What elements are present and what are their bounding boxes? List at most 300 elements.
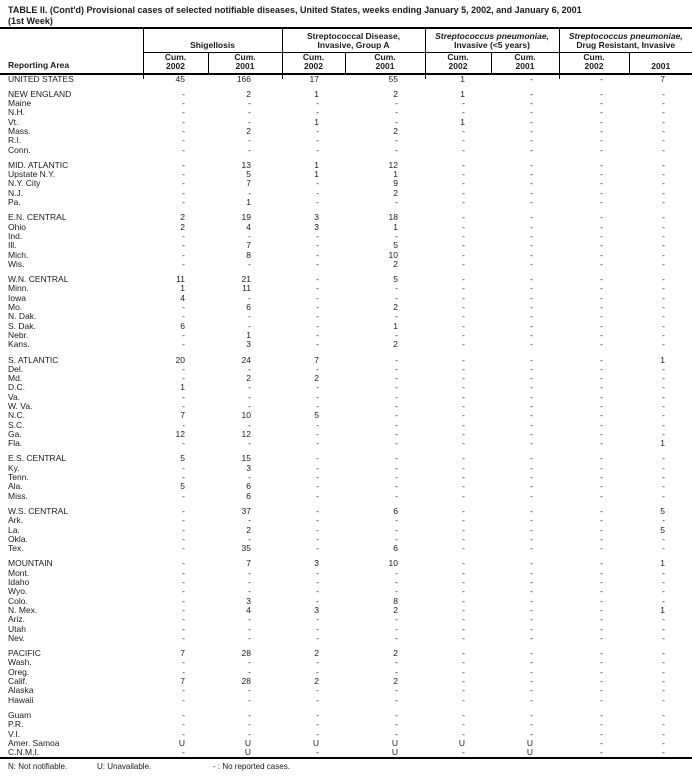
value-cell: - [316,709,319,720]
value-cell: 1 [246,329,251,340]
value-cell: - [395,98,399,109]
table-row [0,303,692,312]
value-cell: - [530,558,534,569]
value-cell: - [600,98,604,109]
value-cell: - [182,462,185,473]
column-header: Cum. 2001 [208,52,282,74]
reporting-area-cell: Mass. [8,125,31,136]
value-cell: - [395,197,399,208]
value-cell: - [248,728,251,739]
value-cell: - [462,401,466,411]
value-cell: - [530,567,534,578]
value-cell: - [248,623,251,634]
value-cell: - [530,676,534,687]
value-cell: - [600,490,604,501]
value-cell: - [662,382,666,393]
value-cell: - [462,728,466,739]
value-cell: - [600,676,604,687]
value-cell: 2 [246,373,251,384]
group-header-strep-pneumoniae-invasive: Streptococcus pneumoniae, Invasive (<5 years) [425,28,559,52]
value-cell: 1 [393,169,399,180]
value-cell: - [530,401,534,411]
value-cell: - [530,472,534,483]
reporting-area-cell: S. Dak. [8,320,36,331]
reporting-area-cell: Upstate N.Y. [8,169,56,180]
value-cell: - [530,274,534,285]
value-cell: - [316,505,319,516]
value-cell: - [530,543,534,554]
table-row [0,730,692,739]
value-cell: - [462,373,466,384]
value-cell: - [600,240,604,251]
value-cell: - [600,685,604,696]
value-cell: - [316,339,319,350]
table-row [0,374,692,383]
value-cell: 28 [241,648,251,659]
table-row [0,696,692,705]
value-cell: - [662,98,666,109]
value-cell: - [462,505,466,516]
value-cell: - [600,363,604,374]
reporting-area-cell: S. ATLANTIC [8,354,59,365]
value-cell: - [600,666,604,677]
value-cell: U [244,737,251,748]
value-cell: - [530,685,534,696]
value-cell: - [395,116,399,127]
value-cell: 55 [388,73,399,84]
reporting-area-cell: PACIFIC [8,648,41,659]
column-group-header-row [0,28,692,52]
value-cell: - [600,292,604,303]
value-cell: 13 [241,159,251,170]
value-cell: - [395,419,399,430]
value-cell: - [316,187,319,198]
value-cell: - [248,144,251,155]
value-cell: - [316,623,319,634]
value-cell: - [662,632,666,643]
reporting-area-cell: Amer. Samoa [8,737,60,748]
value-cell: - [182,747,185,758]
value-cell: - [662,595,666,606]
value-cell: - [462,586,466,597]
value-cell: - [600,632,604,643]
group-header-strep-disease-group-a: Streptococcal Disease, Invasive, Group A [282,28,425,52]
value-cell: - [182,197,185,208]
value-cell: 2 [246,125,251,136]
value-cell: - [462,212,466,223]
value-cell: - [662,737,666,748]
value-cell: - [316,107,319,118]
value-cell: - [662,676,666,687]
reporting-area-cell: P.R. [8,719,24,730]
footnote-unavailable: U: Unavailable. [97,762,152,772]
value-cell: - [462,274,466,285]
value-cell: - [248,258,251,269]
table-row [0,90,692,99]
value-cell: - [662,728,666,739]
value-cell: - [600,339,604,350]
value-cell: - [316,382,319,393]
reporting-area-cell: Vt. [8,116,19,127]
value-cell: - [462,339,466,350]
value-cell: - [182,543,185,554]
value-cell: - [600,586,604,597]
value-cell: 4 [246,604,251,615]
value-cell: 2 [393,302,399,313]
reporting-area-cell: N.H. [8,107,25,118]
value-cell: - [248,472,251,483]
value-cell: - [395,685,399,696]
value-cell: - [462,453,466,464]
value-cell: - [316,363,319,374]
value-cell: - [530,428,534,439]
column-boundary-tick [425,75,426,79]
value-cell: - [395,614,399,625]
footnote-row [0,758,692,772]
table-subtitle: (1st Week) [8,15,53,26]
value-cell: - [530,533,534,544]
reporting-area-cell: Nev. [8,632,25,643]
value-cell: - [600,88,604,99]
value-cell: - [662,169,666,180]
value-cell: - [248,567,251,578]
value-cell: 2 [393,648,399,659]
value-cell: - [662,363,666,374]
value-cell: 2 [393,676,399,687]
value-cell: - [662,258,666,269]
value-cell: - [316,240,319,251]
value-cell: 6 [393,543,399,554]
value-cell: - [662,197,666,208]
value-cell: - [316,302,319,313]
value-cell: - [316,685,319,696]
reporting-area-cell: Maine [8,98,32,109]
value-cell: - [600,274,604,285]
value-cell: - [182,505,185,516]
reporting-area-cell: W.S. CENTRAL [8,505,68,516]
value-cell: - [316,292,319,303]
value-cell: - [600,533,604,544]
value-cell: - [600,614,604,625]
value-cell: - [530,221,534,232]
value-cell: 12 [241,428,251,439]
reporting-area-cell: Pa. [8,197,21,208]
value-cell: - [248,382,251,393]
table-row [0,411,692,420]
value-cell: - [182,240,185,251]
value-cell: 5 [180,453,185,464]
table-row [0,677,692,686]
value-cell: - [395,410,399,421]
value-cell: - [530,125,534,136]
value-cell: - [600,472,604,483]
value-cell: - [662,339,666,350]
value-cell: - [462,320,466,331]
table-row [0,430,692,439]
value-cell: 20 [175,354,185,365]
value-cell: - [316,258,319,269]
value-cell: - [395,230,399,241]
value-cell: - [662,586,666,597]
value-cell: - [662,212,666,223]
value-cell: 1 [460,116,466,127]
value-cell: - [530,107,534,118]
value-cell: - [530,116,534,127]
value-cell: 5 [660,505,666,516]
table-row [0,260,692,269]
column-header: Cum. 2002 [143,52,208,74]
table-title-text: TABLE II. (Cont'd) Provisional cases of selected notifiable diseases, United States, weeks ending January 5, 2002, and January 6, 2001 [8,5,582,15]
value-cell: - [462,197,466,208]
value-cell: - [182,107,185,118]
value-cell: - [182,524,185,535]
value-cell: - [530,614,534,625]
value-cell: - [395,292,399,303]
value-cell: - [662,88,666,99]
reporting-area-cell: Miss. [8,490,28,501]
column-boundary-tick [559,75,560,79]
reporting-area-cell: Minn. [8,283,29,294]
table-row [0,383,692,392]
value-cell: - [248,230,251,241]
value-cell: - [316,524,319,535]
value-cell: - [462,159,466,170]
value-cell: - [395,657,399,668]
value-cell: - [662,515,666,526]
value-cell: - [662,666,666,677]
disease-table [0,27,692,772]
value-cell: 7 [246,240,251,251]
table-row [0,649,692,658]
value-cell: - [248,614,251,625]
value-cell: - [662,187,666,198]
value-cell: - [600,187,604,198]
value-cell: 2 [393,88,399,99]
value-cell: - [182,604,185,615]
value-cell: - [662,311,666,322]
value-cell: - [462,490,466,501]
value-cell: - [462,666,466,677]
value-cell: - [248,98,251,109]
reporting-area-cell: Colo. [8,595,28,606]
value-cell: - [662,274,666,285]
value-cell: - [462,676,466,687]
value-cell: - [248,401,251,411]
value-cell: - [395,135,399,146]
value-cell: 1 [314,169,319,180]
value-cell: - [462,623,466,634]
table-row [0,223,692,232]
value-cell: - [395,533,399,544]
value-cell: 1 [393,221,399,232]
value-cell: - [395,632,399,643]
value-cell: - [395,373,399,384]
value-cell: - [530,373,534,384]
reporting-area-cell: Md. [8,373,23,384]
value-cell: - [182,135,185,146]
value-cell: - [530,197,534,208]
value-cell: 2 [393,339,399,350]
value-cell: - [662,747,666,758]
value-cell: - [600,694,604,705]
value-cell: - [462,614,466,625]
table-row [0,516,692,525]
value-cell: 37 [241,505,251,516]
value-cell: - [248,187,251,198]
value-cell: - [662,623,666,634]
value-cell: - [662,240,666,251]
table-row [0,294,692,303]
value-cell: - [600,329,604,340]
value-cell: - [182,595,185,606]
reporting-area-cell: Conn. [8,144,31,155]
value-cell: - [600,373,604,384]
table-row [0,439,692,448]
value-cell: - [462,292,466,303]
value-cell: - [600,737,604,748]
table-row [0,170,692,179]
reporting-area-cell: Calif. [8,676,28,687]
value-cell: - [530,481,534,492]
value-cell: - [395,709,399,720]
value-cell: - [662,567,666,578]
value-cell: - [530,694,534,705]
value-cell: - [182,567,185,578]
table-row [0,198,692,207]
value-cell: 3 [314,212,319,223]
column-header: Cum. 2002 [282,52,345,74]
value-cell: - [600,230,604,241]
value-cell: - [182,490,185,501]
value-cell: - [316,472,319,483]
value-cell: - [662,329,666,340]
value-cell: - [600,657,604,668]
value-cell: - [600,320,604,331]
value-cell: - [248,391,251,402]
value-cell: - [182,116,185,127]
value-cell: - [662,614,666,625]
value-cell: - [462,648,466,659]
value-cell: 1 [393,320,399,331]
reporting-area-cell: N. Dak. [8,311,37,322]
value-cell: 8 [393,595,399,606]
value-cell: - [395,107,399,118]
value-cell: - [530,249,534,260]
value-cell: 6 [246,481,251,492]
value-cell: - [316,311,319,322]
value-cell: - [182,98,185,109]
value-cell: - [395,490,399,501]
value-cell: - [600,311,604,322]
table-row [0,108,692,117]
value-cell: U [458,737,466,748]
value-cell: - [316,666,319,677]
value-cell: - [530,728,534,739]
value-cell: - [462,230,466,241]
value-cell: - [530,524,534,535]
value-cell: - [530,212,534,223]
value-cell: - [182,258,185,269]
table-row [0,365,692,374]
value-cell: - [395,438,399,449]
group-header-shigellosis: Shigellosis [143,28,282,52]
value-cell: - [662,320,666,331]
value-cell: 35 [241,543,251,554]
value-cell: 45 [175,73,185,84]
value-cell: 1 [314,116,319,127]
table-row [0,421,692,430]
value-cell: - [530,604,534,615]
value-cell: 18 [388,212,399,223]
value-cell: - [530,258,534,269]
reporting-area-cell: E.N. CENTRAL [8,212,67,223]
value-cell: - [182,728,185,739]
value-cell: - [662,391,666,402]
value-cell: - [530,515,534,526]
value-cell: - [530,135,534,146]
value-cell: 2 [393,125,399,136]
value-cell: - [462,382,466,393]
value-cell: - [182,515,185,526]
value-cell: - [248,533,251,544]
value-cell: 10 [388,249,399,260]
value-cell: - [600,623,604,634]
value-cell: - [395,428,399,439]
table-row [0,322,692,331]
value-cell: - [600,505,604,516]
value-cell: - [530,320,534,331]
value-cell: - [316,249,319,260]
value-cell: - [316,567,319,578]
table-row [0,535,692,544]
value-cell: - [248,419,251,430]
value-cell: - [600,73,604,84]
value-cell: - [316,135,319,146]
value-cell: - [316,230,319,241]
reporting-area-cell: Ky. [8,462,20,473]
value-cell: 1 [180,283,185,294]
value-cell: - [530,73,534,84]
value-cell: 5 [660,524,666,535]
reporting-area-cell: N.Y. City [8,178,41,189]
table-row [0,161,692,170]
value-cell: - [462,543,466,554]
table-row [0,606,692,615]
table-row [0,331,692,340]
column-boundary-tick [282,75,283,79]
group-header-strep-pneumoniae-drug-resistant: Streptococcus pneumoniae, Drug Resistant, Invasive [559,28,692,52]
table-row [0,711,692,720]
value-cell: - [462,632,466,643]
value-cell: - [530,187,534,198]
table-row [0,668,692,677]
value-cell: 1 [180,382,185,393]
table-row [0,658,692,667]
value-cell: - [662,410,666,421]
reporting-area-cell: N.J. [8,187,24,198]
value-cell: - [530,648,534,659]
value-cell: 1 [460,73,466,84]
value-cell: - [530,292,534,303]
value-cell: - [182,533,185,544]
value-cell: - [600,354,604,365]
value-cell: - [182,419,185,430]
value-cell: - [530,302,534,313]
value-cell: 1 [660,354,666,365]
table-row [0,473,692,482]
value-cell: - [316,728,319,739]
value-cell: - [462,481,466,492]
